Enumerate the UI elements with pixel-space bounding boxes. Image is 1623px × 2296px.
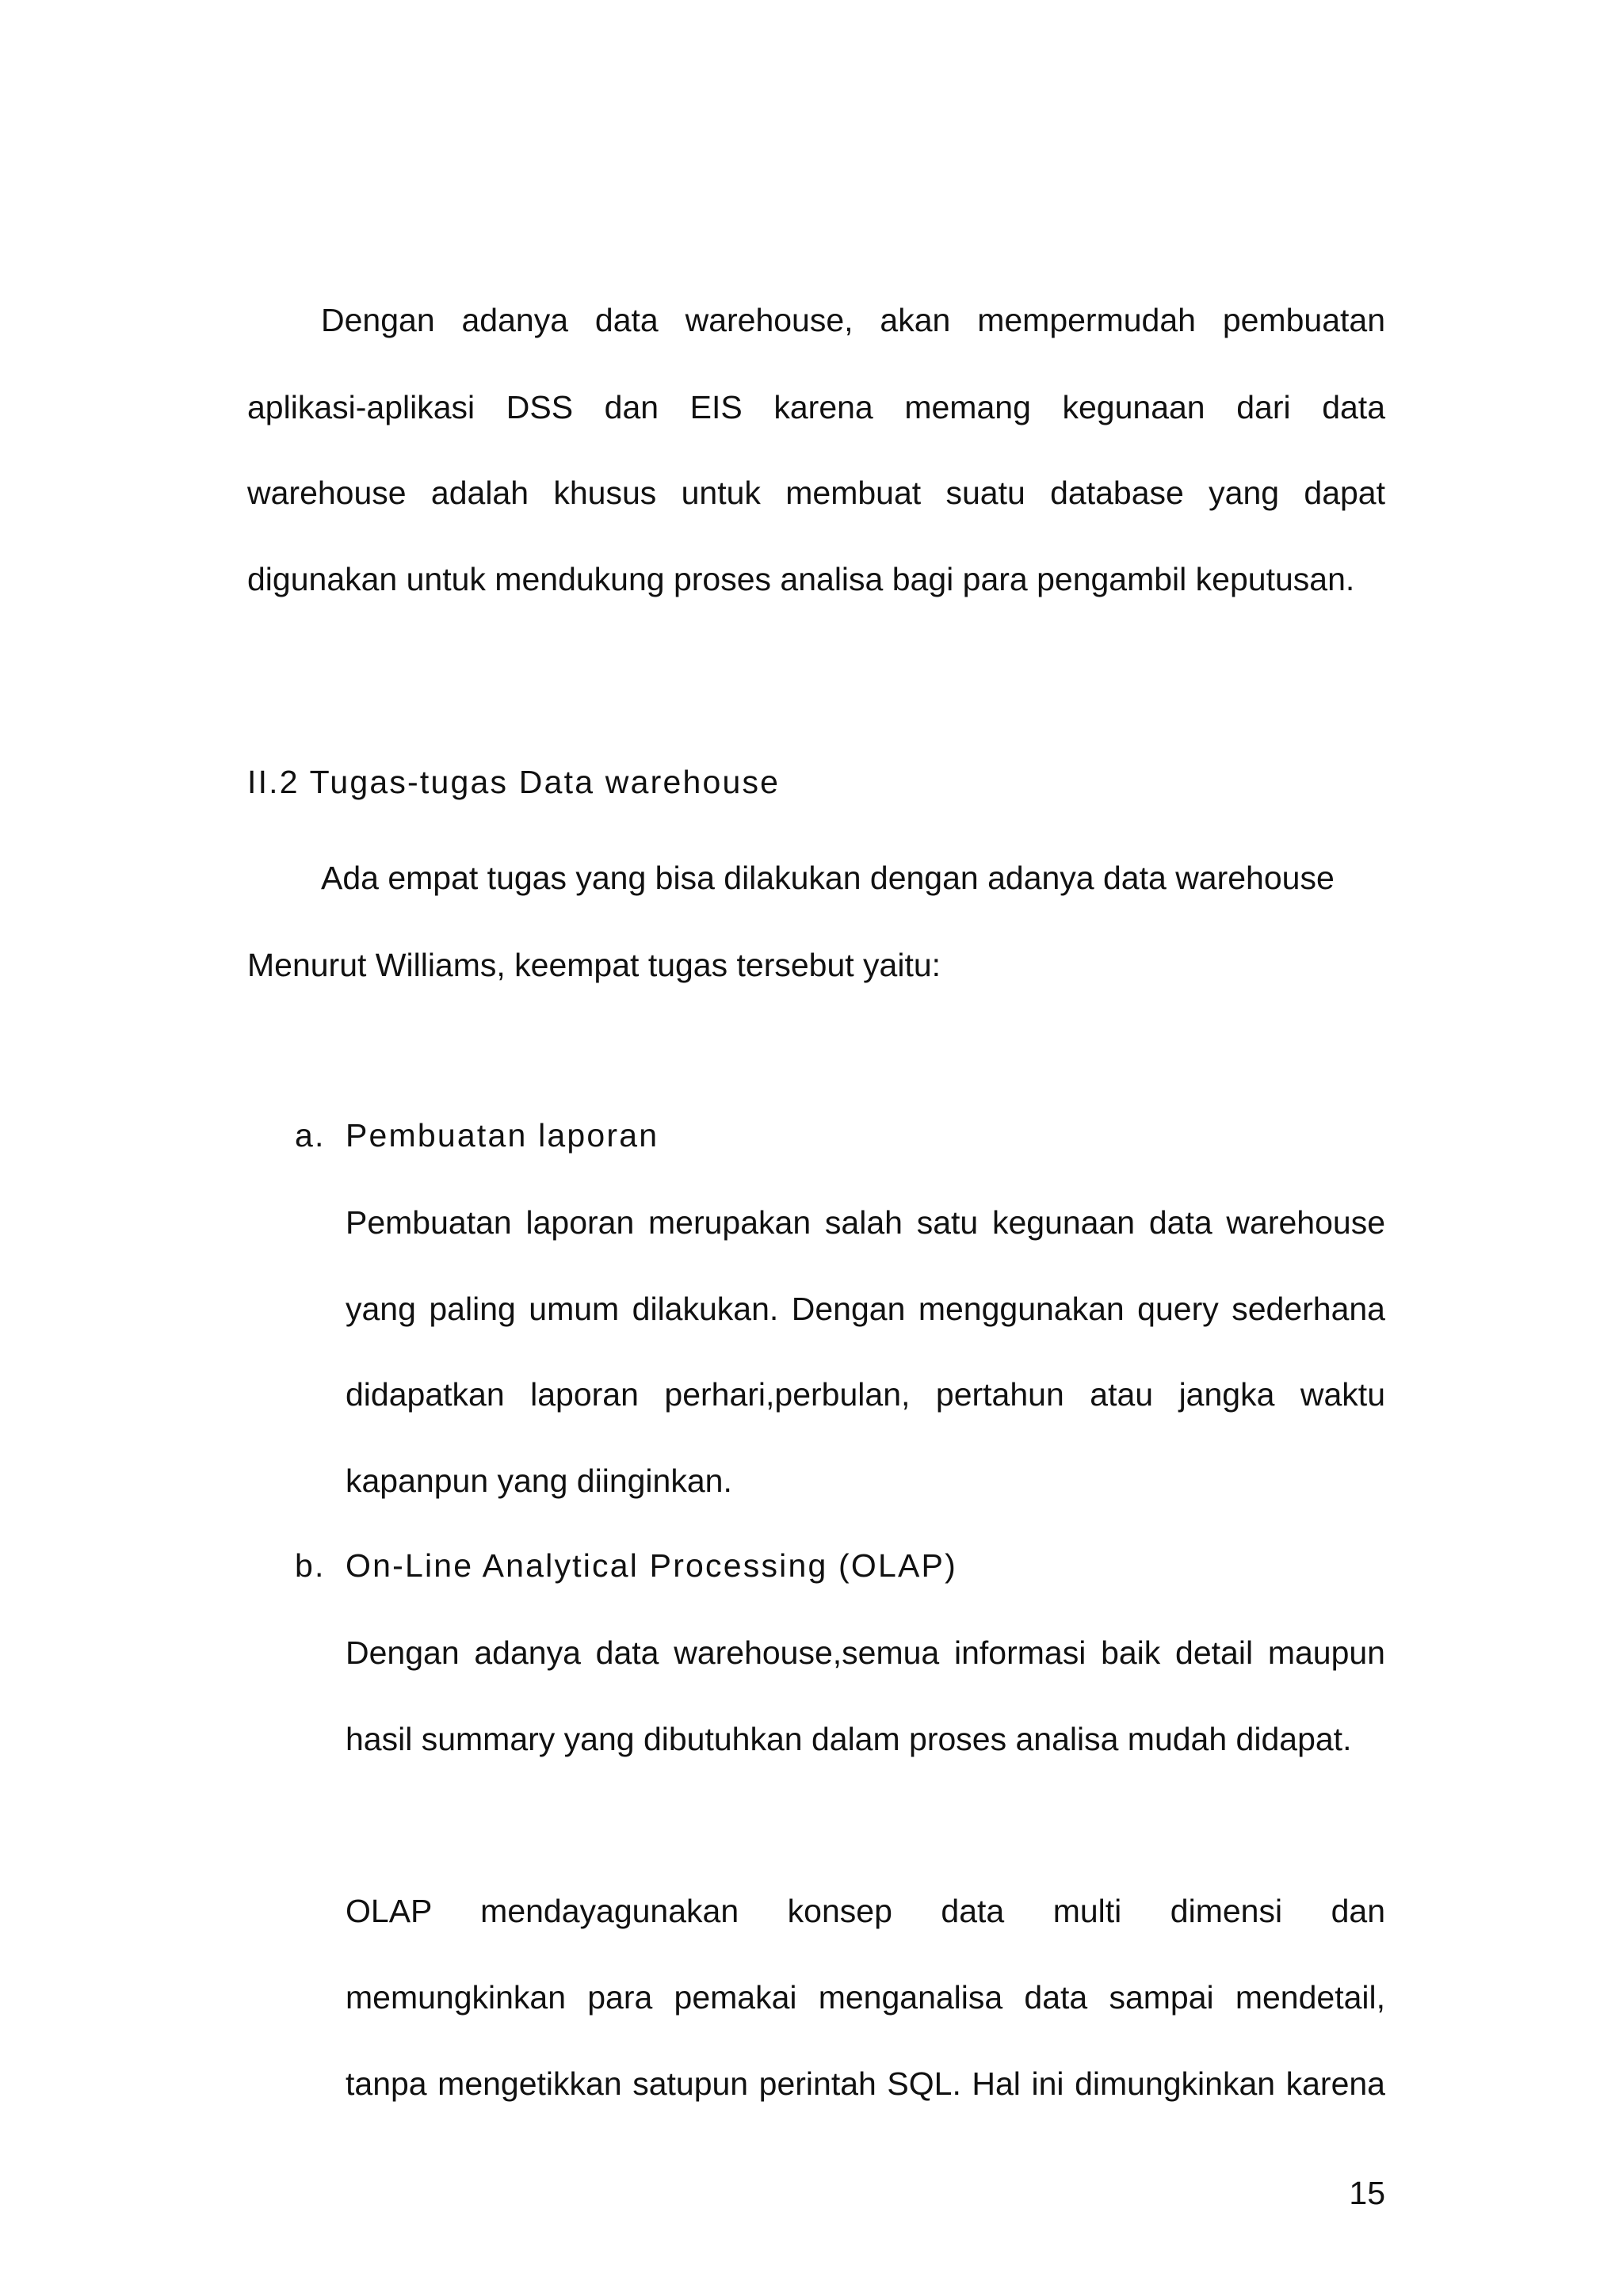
item-b-para2-line-1: OLAP mendayagunakan konsep data multi dimensi dan (346, 1893, 1385, 1929)
intro-line-3: warehouse adalah khusus untuk membuat suatu database yang dapat (247, 475, 1385, 511)
item-heading-b: On-Line Analytical Processing (OLAP) (346, 1547, 957, 1584)
item-b-para2-line-2: memungkinkan para pemakai menganalisa data sampai mendetail, (346, 1979, 1385, 2016)
list-marker-b: b. (295, 1547, 326, 1584)
item-heading-a: Pembuatan laporan (346, 1117, 659, 1154)
intro-line-2: aplikasi-aplikasi DSS dan EIS karena memang kegunaan dari data (247, 389, 1385, 425)
intro-line-1: Dengan adanya data warehouse, akan mempermudah pembuatan (321, 302, 1385, 338)
item-a-line-4: kapanpun yang diinginkan. (346, 1463, 732, 1499)
section-intro-line-2: Menurut Williams, keempat tugas tersebut yaitu: (247, 947, 941, 983)
page-number: 15 (1349, 2175, 1385, 2211)
item-b-line-1: Dengan adanya data warehouse,semua informasi baik detail maupun (346, 1634, 1385, 1671)
list-marker-a: a. (295, 1117, 326, 1154)
item-a-line-1: Pembuatan laporan merupakan salah satu kegunaan data warehouse (346, 1204, 1385, 1241)
item-a-line-3: didapatkan laporan perhari,perbulan, pertahun atau jangka waktu (346, 1376, 1385, 1413)
intro-line-4: digunakan untuk mendukung proses analisa bagi para pengambil keputusan. (247, 561, 1355, 597)
item-a-line-2: yang paling umum dilakukan. Dengan menggunakan query sederhana (346, 1291, 1385, 1327)
section-intro-line-1: Ada empat tugas yang bisa dilakukan dengan adanya data warehouse (321, 860, 1335, 896)
section-title: II.2 Tugas-tugas Data warehouse (247, 764, 781, 800)
item-b-line-2: hasil summary yang dibutuhkan dalam proses analisa mudah didapat. (346, 1721, 1352, 1757)
item-b-para2-line-3: tanpa mengetikkan satupun perintah SQL. Hal ini dimungkinkan karena (346, 2065, 1385, 2102)
